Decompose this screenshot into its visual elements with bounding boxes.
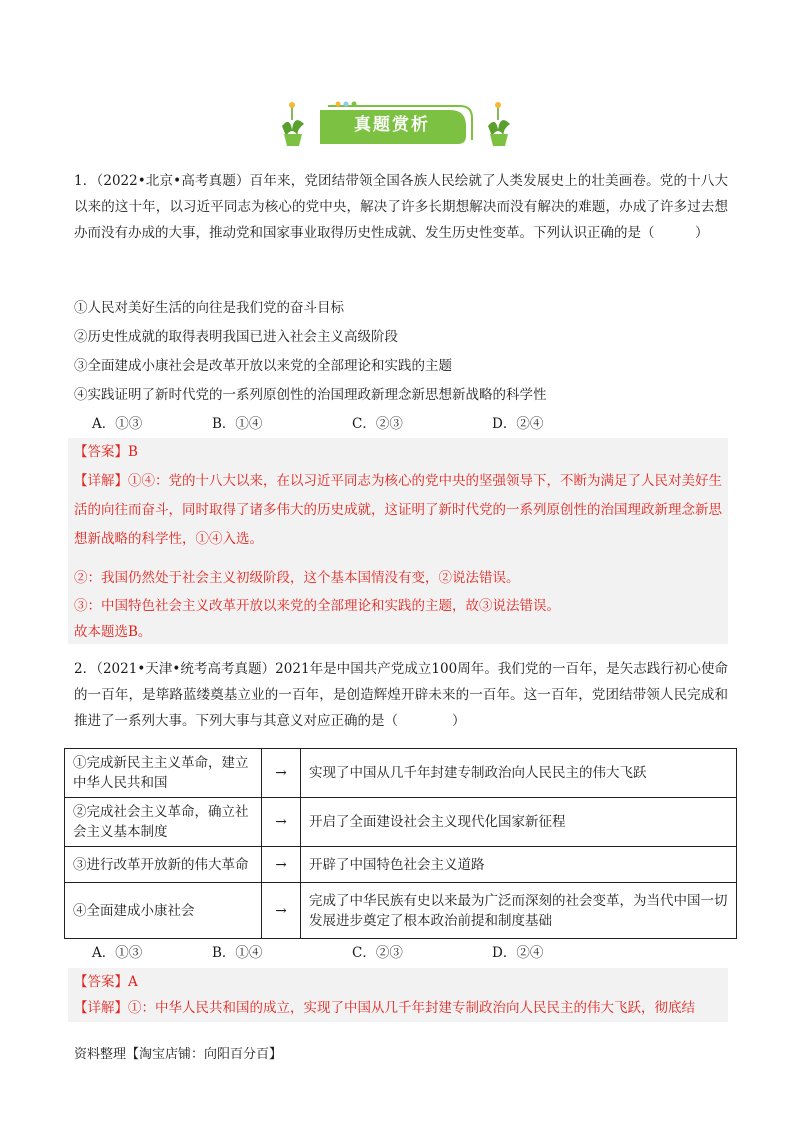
table-row	[65, 847, 737, 883]
footer-note: 资料整理【淘宝店铺：向阳百分百】	[74, 1047, 283, 1062]
q2-answer	[74, 972, 722, 992]
table-row	[65, 883, 737, 939]
arrow-icon: →	[262, 798, 301, 847]
arrow-icon: →	[262, 883, 301, 939]
q2-choice-c[interactable]: C．②③	[352, 945, 403, 961]
q2-answer-value: A	[128, 974, 138, 990]
question-2-stem: 2．（2021•天津•统考高考真题）2021年是中国共产党成立100周年。我们党的一百年，是矢志践行初心使命的一百年，是筚路蓝缕奠基立业的一百年，是创造辉煌开辟未来的一百年。这一百年，党团结带领人民完成和推进了一系列大事。下列大事与其意义对应正确的是（ ）	[74, 661, 728, 729]
q2-detail	[74, 998, 722, 1018]
arrow-icon: →	[262, 749, 301, 798]
q2-detail-text: ①：中华人民共和国的成立，实现了中国从几千年封建专制政治向人民民主的伟大飞跃，彻底结	[128, 1000, 695, 1016]
q2-event-table	[64, 748, 737, 939]
table-meaning-cell: 开启了全面建设社会主义现代化国家新征程	[301, 798, 737, 847]
table-event-cell: ④全面建成小康社会	[65, 883, 262, 939]
q1-conclusion: 故本题选B。	[74, 624, 152, 640]
plant-icon-right	[488, 102, 510, 146]
q1-choice-a[interactable]: A．①③	[92, 416, 143, 432]
table-meaning-cell: 实现了中国从几千年封建专制政治向人民民主的伟大飞跃	[301, 749, 737, 798]
table-event-cell: ③进行改革开放新的伟大革命	[65, 847, 262, 883]
table-row	[65, 798, 737, 847]
q1-answer	[74, 442, 722, 462]
q2-answer-tag: 【答案】	[74, 974, 128, 990]
q1-option-1: ①人民对美好生活的向往是我们党的奋斗目标	[74, 300, 344, 316]
q1-choice-c[interactable]: C．②③	[352, 416, 403, 432]
q2-choice-a[interactable]: A．①③	[92, 945, 143, 961]
q2-detail-tag: 【详解】	[74, 1000, 128, 1016]
q2-choice-d[interactable]: D．②④	[492, 945, 544, 961]
q2-answer-box	[68, 968, 728, 1022]
q1-answer-tag: 【答案】	[74, 444, 128, 460]
banner-title: 真题赏析	[354, 115, 430, 135]
q1-detail-3: ③：中国特色社会主义改革开放以来党的全部理论和实践的主题，故③说法错误。	[74, 598, 560, 614]
q1-detail	[74, 467, 722, 554]
table-meaning-cell: 开辟了中国特色社会主义道路	[301, 847, 737, 883]
q1-choice-d[interactable]: D．②④	[492, 416, 544, 432]
q1-option-3: ③全面建成小康社会是改革开放以来党的全部理论和实践的主题	[74, 358, 452, 374]
q2-choices	[92, 943, 652, 963]
q1-option-4: ④实践证明了新时代党的一系列原创性的治国理政新理念新思想新战略的科学性	[74, 387, 547, 403]
q1-answer-value: B	[128, 444, 138, 460]
q1-answer-box	[68, 438, 728, 644]
arrow-icon: →	[262, 847, 301, 883]
table-event-cell: ①完成新民主主义革命，建立中华人民共和国	[65, 749, 262, 798]
q1-option-2: ②历史性成就的取得表明我国已进入社会主义高级阶段	[74, 329, 398, 345]
q2-choice-b[interactable]: B．①④	[212, 945, 263, 961]
table-event-cell: ②完成社会主义革命，确立社会主义基本制度	[65, 798, 262, 847]
question-1-stem: 1．（2022•北京•高考真题）百年来，党团结带领全国各族人民绘就了人类发展史上的壮美画卷。党的十八大以来的这十年，以习近平同志为核心的党中央，解决了许多长期想解决而没有解决的难题，办成了许多过去想办而没有办成的大事，推动党和国家事业取得历史性成就、发生历史性变革。下列认识正确的是（ ）	[74, 173, 728, 241]
q1-detail-2: ②：我国仍然处于社会主义初级阶段，这个基本国情没有变，②说法错误。	[74, 570, 520, 586]
q1-detail-text: ①④：党的十八大以来，在以习近平同志为核心的党中央的坚强领导下，不断为满足了人民对美好生活的向往而奋斗，同时取得了诸多伟大的历史成就，这证明了新时代党的一系列原创性的治国理政新理念新思想新战略的科学性，①④入选。	[74, 473, 722, 547]
table-meaning-cell: 完成了中华民族有史以来最为广泛而深刻的社会变革，为当代中国一切发展进步奠定了根本政治前提和制度基础	[301, 883, 737, 939]
q1-choices	[92, 414, 652, 434]
plant-icon-left	[282, 102, 304, 146]
q1-detail-tag: 【详解】	[74, 473, 128, 489]
table-row	[65, 749, 737, 798]
q1-choice-b[interactable]: B．①④	[212, 416, 263, 432]
